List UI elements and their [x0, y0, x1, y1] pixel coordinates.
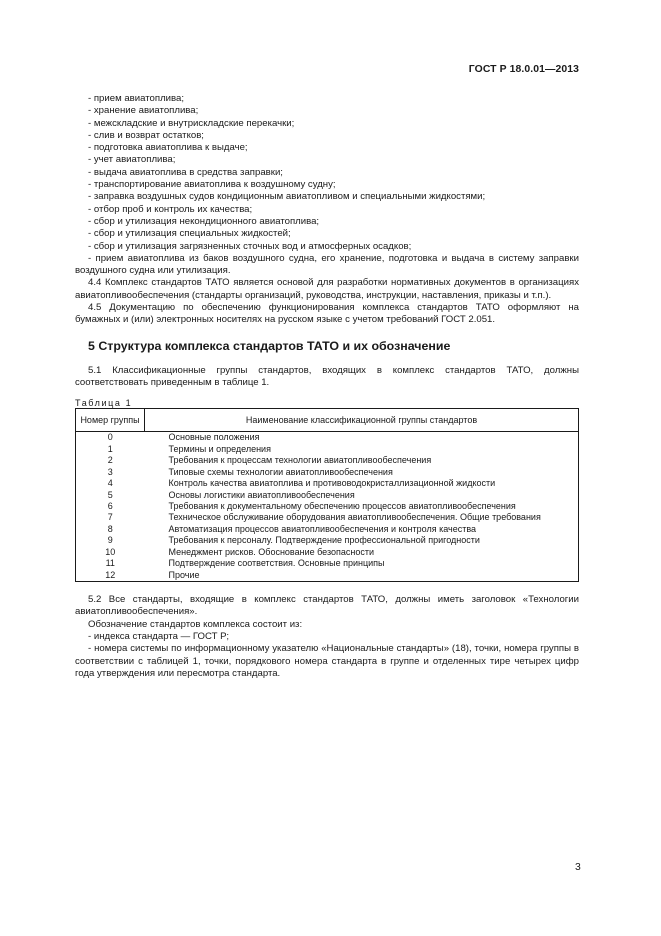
- list-item: - индекса стандарта — ГОСТ Р;: [88, 631, 229, 643]
- list-item: - подготовка авиатоплива к выдаче;: [88, 142, 248, 154]
- table-row: [76, 478, 579, 489]
- list-item: - заправка воздушных судов кондиционным авиатопливом и специальными жидкостями;: [88, 191, 486, 203]
- table-body: [76, 432, 579, 582]
- group-number: 3: [76, 467, 145, 478]
- list-item: - хранение авиатоплива;: [88, 105, 199, 117]
- group-name: Автоматизация процессов авиатопливообеспечения и контроля качества: [145, 524, 579, 535]
- column-header-number: Номер группы: [76, 409, 145, 432]
- group-number: 1: [76, 444, 145, 455]
- table-header-row: [76, 409, 579, 432]
- group-number: 2: [76, 455, 145, 466]
- section-title: 5 Структура комплекса стандартов ТАТО и их обозначение: [88, 338, 451, 353]
- table-row: [76, 524, 579, 535]
- group-name: Техническое обслуживание оборудования авиатопливообеспечения. Общие требования: [145, 512, 579, 523]
- table-row: [76, 512, 579, 523]
- group-number: 12: [76, 570, 145, 582]
- group-name: Менеджмент рисков. Обоснование безопасности: [145, 547, 579, 558]
- group-number: 4: [76, 478, 145, 489]
- page-number: 3: [575, 862, 581, 873]
- table-row: [76, 455, 579, 466]
- document-header: ГОСТ Р 18.0.01—2013: [468, 64, 579, 75]
- group-number: 6: [76, 501, 145, 512]
- list-item: - прием авиатоплива;: [88, 93, 185, 104]
- group-number: 9: [76, 535, 145, 546]
- list-item: - сбор и утилизация некондиционного авиатоплива;: [88, 215, 320, 227]
- table-row: [76, 570, 579, 582]
- group-name: Требования к процессам технологии авиатопливообеспечения: [145, 455, 579, 466]
- list-item: - межскладские и внутрискладские перекачки;: [88, 117, 295, 129]
- table-row: [76, 501, 579, 512]
- table-row: [76, 547, 579, 558]
- list-item: - сбор и утилизация специальных жидкостей;: [88, 228, 291, 240]
- column-header-name: Наименование классификационной группы стандартов: [145, 409, 579, 432]
- list-item: - слив и возврат остатков;: [88, 129, 204, 141]
- section-intro: 5.1 Классификационные группы стандартов, входящих в комплекс стандартов ТАТО, должны соответствовать приведенным в таблице 1.: [75, 364, 579, 388]
- paragraph: 4.5 Документацию по обеспечению функционирования комплекса стандартов ТАТО оформляют на бумажных и (или) электронных носителях на русском языке с учетом требований ГОСТ 2.051.: [75, 302, 579, 326]
- group-number: 5: [76, 490, 145, 501]
- group-number: 7: [76, 512, 145, 523]
- paragraph: 5.2 Все стандарты, входящие в комплекс стандартов ТАТО, должны иметь заголовок «Технологии авиатопливообеспечения».: [75, 594, 579, 618]
- group-name: Прочие: [145, 570, 579, 582]
- paragraph: 4.4 Комплекс стандартов ТАТО является основой для разработки нормативных документов в организациях авиатопливообеспечения (стандарты организаций, руководства, инструкции, наставления, приказы и т.п.).: [75, 277, 579, 301]
- group-name: Требования к персоналу. Подтверждение профессиональной пригодности: [145, 535, 579, 546]
- list-item: - учет авиатоплива;: [88, 154, 176, 166]
- table-row: [76, 558, 579, 569]
- list-item: - транспортирование авиатоплива к воздушному судну;: [88, 179, 336, 191]
- table-caption: Таблица 1: [75, 398, 133, 409]
- list-item: - выдача авиатоплива в средства заправки;: [88, 166, 283, 178]
- groups-table-wrap: [75, 408, 579, 582]
- table-row: [76, 467, 579, 478]
- operations-list: [75, 93, 579, 253]
- group-name: Основные положения: [145, 432, 579, 444]
- paragraph: Обозначение стандартов комплекса состоит из:: [88, 618, 303, 630]
- table-row: [76, 444, 579, 455]
- table-row: [76, 535, 579, 546]
- document-body: [75, 93, 579, 680]
- group-name: Требования к документальному обеспечению процессов авиатопливообеспечения: [145, 501, 579, 512]
- list-item: - отбор проб и контроль их качества;: [88, 203, 253, 215]
- group-number: 11: [76, 558, 145, 569]
- group-name: Контроль качества авиатоплива и противоводокристаллизационной жидкости: [145, 478, 579, 489]
- group-name: Основы логистики авиатопливообеспечения: [145, 490, 579, 501]
- paragraph: - прием авиатоплива из баков воздушного судна, его хранение, подготовка и выдача в систему заправки воздушного судна или утилизация.: [75, 252, 579, 277]
- group-number: 10: [76, 547, 145, 558]
- group-name: Типовые схемы технологии авиатопливообеспечения: [145, 467, 579, 478]
- list-item: - сбор и утилизация загрязненных сточных вод и атмосферных осадков;: [88, 240, 412, 252]
- group-name: Подтверждение соответствия. Основные принципы: [145, 558, 579, 569]
- table-row: [76, 490, 579, 501]
- group-name: Термины и определения: [145, 444, 579, 455]
- group-number: 8: [76, 524, 145, 535]
- list-item: - номера системы по информационному указателю «Национальные стандарты» (18), точки, номера группы в соответствии с таблицей 1, точки, порядкового номера стандарта в группе и отделенных тире четырех цифр года утверждения или пересмотра стандарта.: [75, 643, 579, 679]
- group-number: 0: [76, 432, 145, 444]
- groups-table: [75, 408, 579, 582]
- table-row: [76, 432, 579, 444]
